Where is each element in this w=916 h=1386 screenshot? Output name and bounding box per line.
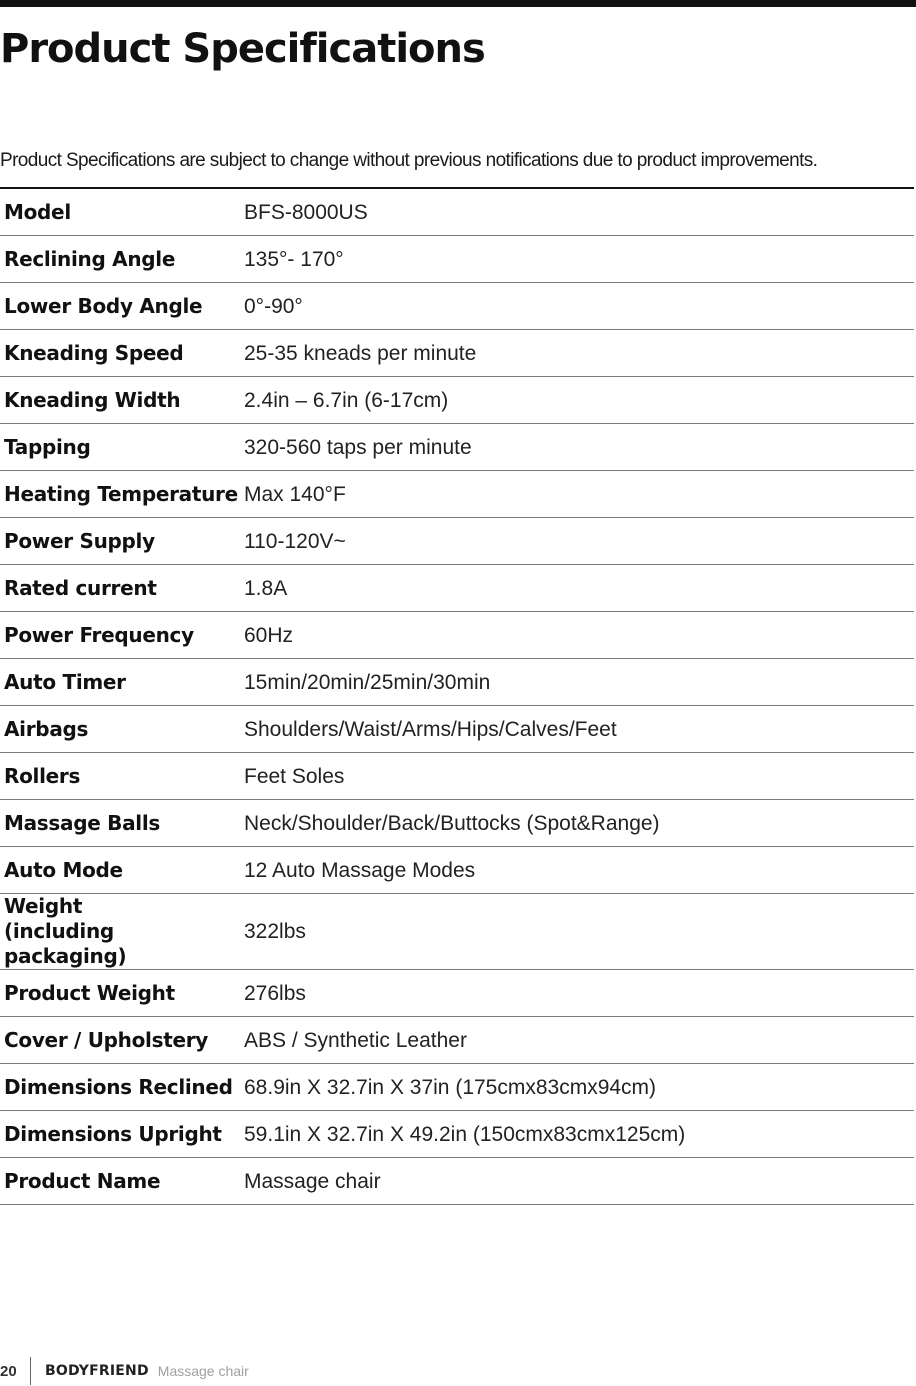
- spec-label: Kneading Width: [0, 377, 240, 424]
- spec-row-airbags: [0, 706, 914, 753]
- spec-value: 1.8A: [240, 565, 914, 612]
- spec-label: Auto Mode: [0, 847, 240, 894]
- spec-value: 320-560 taps per minute: [240, 424, 914, 471]
- spec-row-product-weight: [0, 970, 914, 1017]
- spec-row-weight-packaged: [0, 894, 914, 970]
- spec-row-power-frequency: [0, 612, 914, 659]
- spec-value: Feet Soles: [240, 753, 914, 800]
- spec-value: 2.4in – 6.7in (6-17cm): [240, 377, 914, 424]
- footer-divider: [30, 1357, 31, 1385]
- spec-label: Power Frequency: [0, 612, 240, 659]
- spec-value: Massage chair: [240, 1158, 914, 1205]
- spec-value: Neck/Shoulder/Back/Buttocks (Spot&Range): [240, 800, 914, 847]
- spec-table: [0, 187, 914, 1205]
- spec-row-tapping: [0, 424, 914, 471]
- page-title: Product Specifications: [0, 26, 485, 72]
- spec-label: Heating Temperature: [0, 471, 240, 518]
- spec-row-dimensions-reclined: [0, 1064, 914, 1111]
- spec-value: 12 Auto Massage Modes: [240, 847, 914, 894]
- spec-value: 68.9in X 32.7in X 37in (175cmx83cmx94cm): [240, 1064, 914, 1111]
- spec-row-kneading-width: [0, 377, 914, 424]
- spec-label: Reclining Angle: [0, 236, 240, 283]
- spec-value: 135°- 170°: [240, 236, 914, 283]
- spec-label: Product Weight: [0, 970, 240, 1017]
- spec-value: 0°-90°: [240, 283, 914, 330]
- spec-label: Rated current: [0, 565, 240, 612]
- spec-label: Auto Timer: [0, 659, 240, 706]
- spec-row-auto-mode: [0, 847, 914, 894]
- spec-value: 110-120V~: [240, 518, 914, 565]
- spec-label: Cover / Upholstery: [0, 1017, 240, 1064]
- spec-value: 15min/20min/25min/30min: [240, 659, 914, 706]
- spec-notice: Product Specifications are subject to change without previous notifications due to product improvements.: [0, 150, 818, 171]
- page-footer: [0, 1356, 249, 1386]
- spec-value: Shoulders/Waist/Arms/Hips/Calves/Feet: [240, 706, 914, 753]
- footer-product-name: Massage chair: [157, 1363, 249, 1379]
- spec-label: Airbags: [0, 706, 240, 753]
- spec-label: Product Name: [0, 1158, 240, 1205]
- spec-row-product-name: [0, 1158, 914, 1205]
- spec-row-dimensions-upright: [0, 1111, 914, 1158]
- brand-logo: BODYFRIEND: [45, 1363, 149, 1379]
- spec-row-reclining-angle: [0, 236, 914, 283]
- spec-value: Max 140°F: [240, 471, 914, 518]
- spec-label: Dimensions Upright: [0, 1111, 240, 1158]
- spec-value: BFS-8000US: [240, 188, 914, 236]
- spec-value: 25-35 kneads per minute: [240, 330, 914, 377]
- spec-row-rollers: [0, 753, 914, 800]
- spec-row-kneading-speed: [0, 330, 914, 377]
- spec-label: Rollers: [0, 753, 240, 800]
- spec-label: Dimensions Reclined: [0, 1064, 240, 1111]
- spec-row-auto-timer: [0, 659, 914, 706]
- spec-row-massage-balls: [0, 800, 914, 847]
- spec-row-heating-temperature: [0, 471, 914, 518]
- spec-label: Tapping: [0, 424, 240, 471]
- spec-value: 60Hz: [240, 612, 914, 659]
- spec-row-lower-body-angle: [0, 283, 914, 330]
- page-number: 20: [0, 1362, 17, 1380]
- spec-value: 59.1in X 32.7in X 49.2in (150cmx83cmx125cm): [240, 1111, 914, 1158]
- spec-row-rated-current: [0, 565, 914, 612]
- top-rule: [0, 0, 916, 7]
- spec-label: Power Supply: [0, 518, 240, 565]
- spec-row-power-supply: [0, 518, 914, 565]
- spec-label: Weight (including packaging): [0, 894, 240, 970]
- spec-label: Model: [0, 188, 240, 236]
- spec-value: 322lbs: [240, 894, 914, 970]
- spec-label: Kneading Speed: [0, 330, 240, 377]
- spec-value: ABS / Synthetic Leather: [240, 1017, 914, 1064]
- spec-label: Lower Body Angle: [0, 283, 240, 330]
- spec-row-cover-upholstery: [0, 1017, 914, 1064]
- spec-label: Massage Balls: [0, 800, 240, 847]
- spec-value: 276lbs: [240, 970, 914, 1017]
- spec-row-model: [0, 188, 914, 236]
